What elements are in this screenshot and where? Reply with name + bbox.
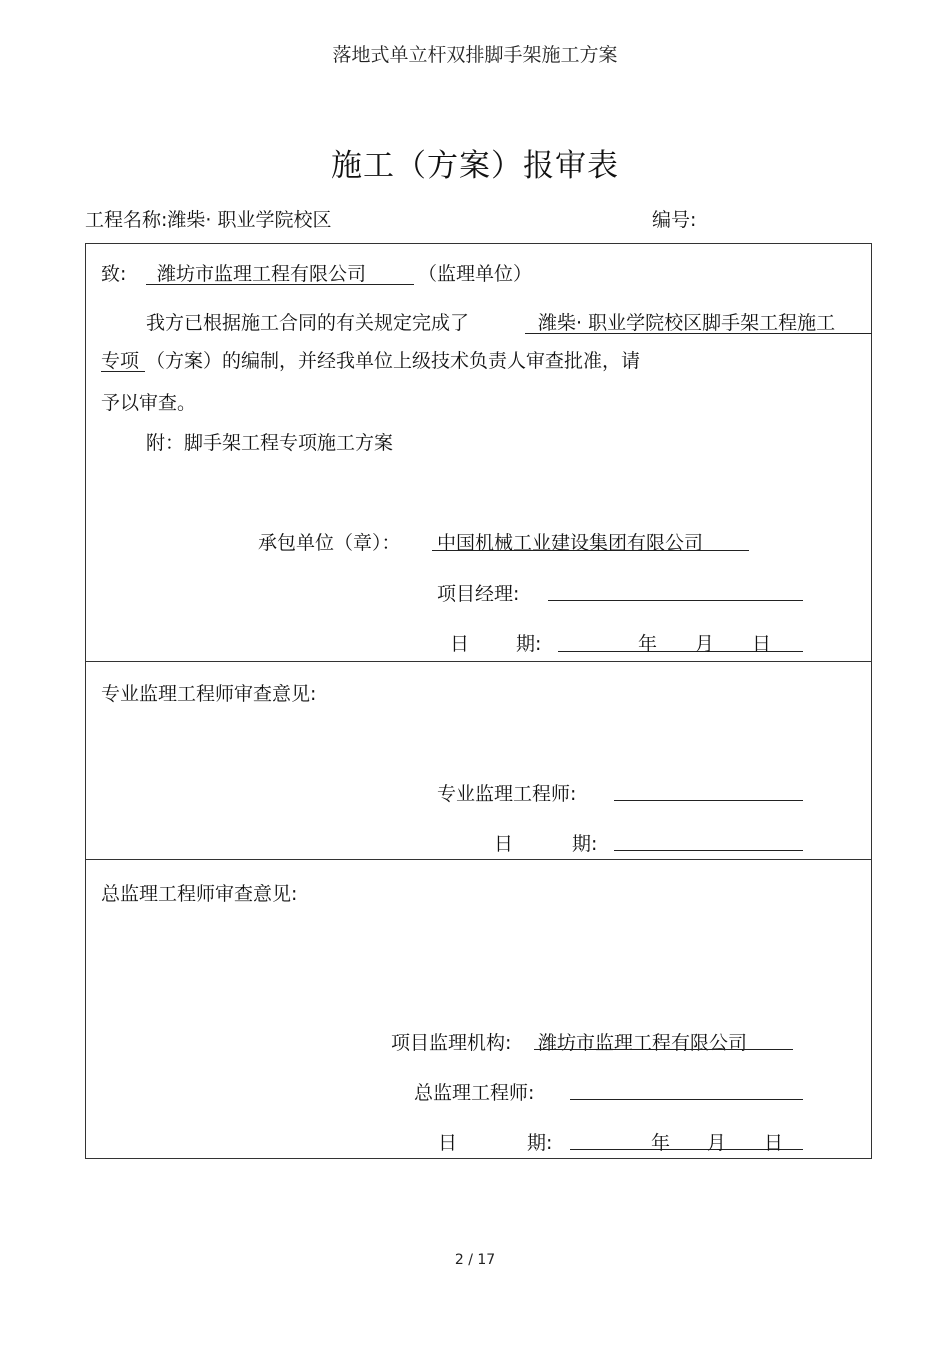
specialist-date-line [614, 850, 803, 851]
page-current: 2 [454, 1252, 464, 1268]
supervision-unit-note: （监理单位） [418, 263, 533, 285]
month-label: 月 [695, 633, 715, 655]
supervision-org-value: 潍坊市监理工程有限公司 [538, 1032, 748, 1054]
form-title: 施工（方案）报审表 [331, 148, 619, 184]
chief-year-label: 年 [651, 1132, 671, 1154]
chief-date-char-2: 期: [527, 1132, 553, 1154]
body-project-text: 潍柴· 职业学院校区脚手架工程施工 [538, 312, 836, 334]
page-number [0, 1252, 950, 1268]
specialist-date-char-1: 日 [494, 833, 514, 855]
org-underline [534, 1049, 793, 1050]
manager-label: 项目经理: [437, 583, 520, 605]
section-divider-1 [85, 661, 872, 662]
project-number-row [652, 205, 696, 232]
year-label: 年 [638, 633, 658, 655]
body-end-text: 予以审查。 [101, 392, 197, 414]
supervision-company: 潍坊市监理工程有限公司 [157, 263, 367, 285]
specialist-signature-line [614, 800, 803, 801]
project-name-value: 潍柴· 职业学院校区 [167, 209, 332, 231]
project-number-label: 编号: [652, 209, 697, 231]
chief-date-char-1: 日 [438, 1132, 458, 1154]
chief-review-heading: 总监理工程师审查意见: [101, 883, 298, 905]
specialist-engineer-label: 专业监理工程师: [437, 783, 577, 805]
day-label: 日 [752, 633, 772, 655]
date-label-char-2: 期: [516, 633, 542, 655]
specialist-review-heading: 专业监理工程师审查意见: [101, 683, 317, 705]
chief-day-label: 日 [764, 1132, 784, 1154]
body-rest-text: （方案）的编制，并经我单位上级技术负责人审查批准，请 [146, 350, 641, 372]
manager-signature-line [548, 600, 803, 601]
chief-signature-line [570, 1099, 803, 1100]
contractor-label: 承包单位（章）： [258, 532, 401, 554]
attachment-text: 附：脚手架工程专项施工方案 [146, 432, 394, 454]
to-label: 致: [101, 263, 127, 285]
project-name-label: 工程名称: [85, 209, 168, 231]
supervision-org-label: 项目监理机构: [391, 1032, 512, 1054]
running-header: 落地式单立杆双排脚手架施工方案 [332, 44, 618, 66]
page-separator: / [468, 1252, 473, 1268]
to-underline [146, 284, 414, 285]
body-lead-text: 我方已根据施工合同的有关规定完成了 [146, 312, 470, 334]
project-name-row [85, 205, 332, 232]
contractor-underline [432, 550, 749, 551]
page-total: 17 [477, 1252, 496, 1268]
chief-engineer-label: 总监理工程师: [414, 1082, 535, 1104]
date-label-char-1: 日 [450, 633, 470, 655]
contractor-value: 中国机械工业建设集团有限公司 [437, 532, 704, 554]
chief-month-label: 月 [707, 1132, 727, 1154]
special-underline [101, 371, 145, 372]
section-divider-2 [85, 859, 872, 860]
project-underline [525, 333, 872, 334]
specialist-date-char-2: 期: [572, 833, 598, 855]
body-special-text: 专项 [101, 350, 140, 372]
